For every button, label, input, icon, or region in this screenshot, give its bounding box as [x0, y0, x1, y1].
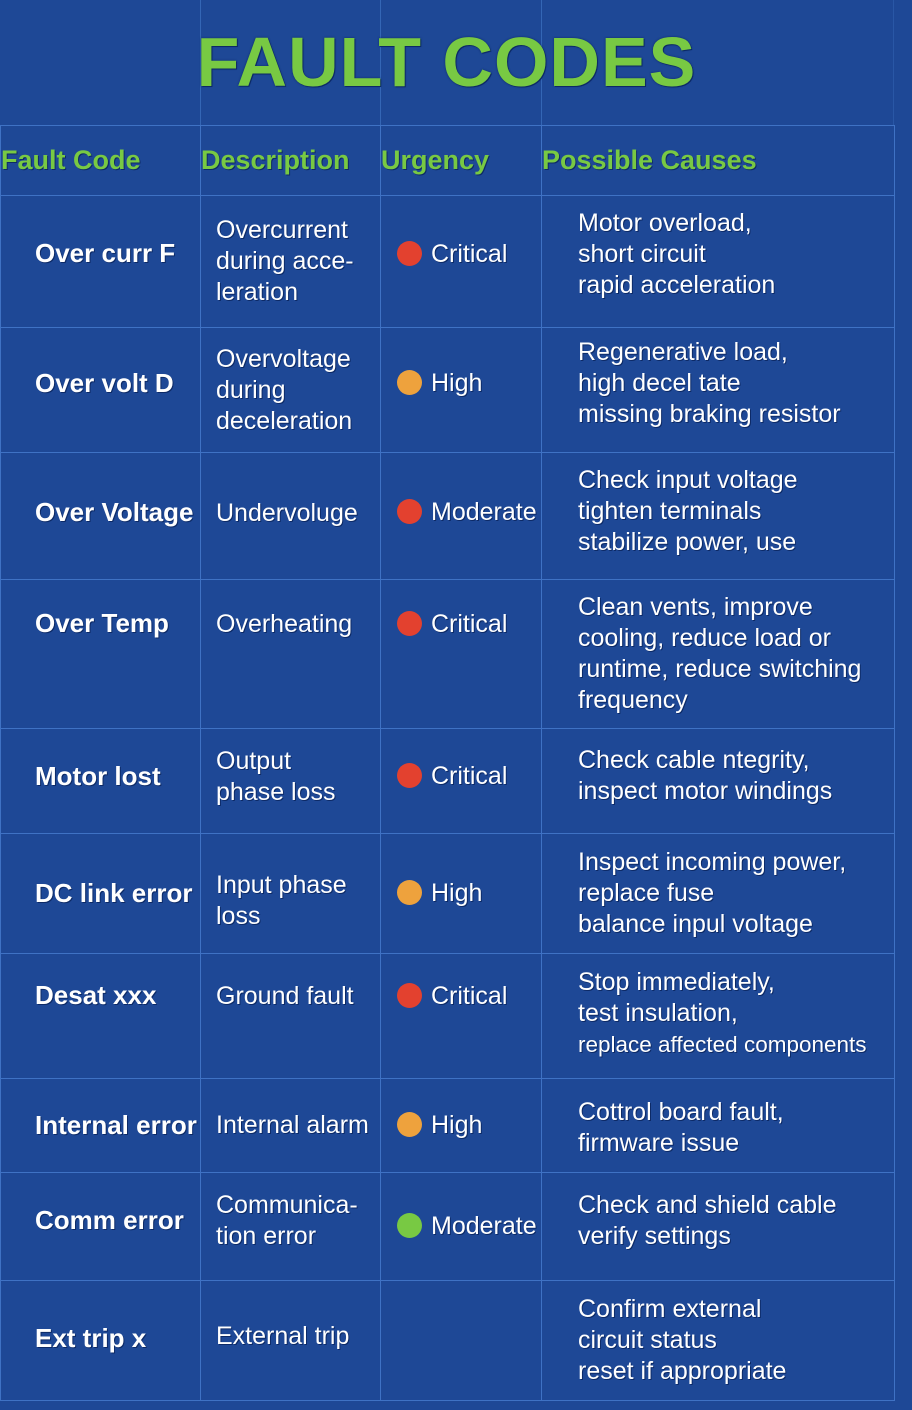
urgency-label: Moderate: [431, 1212, 537, 1240]
urgency-cell: [381, 328, 542, 453]
urgency-cell: [381, 453, 542, 580]
table-row: [1, 1079, 895, 1173]
red-dot-icon: [397, 763, 422, 788]
description-line: Overheating: [216, 610, 353, 638]
cause-line: Inspect incoming power,: [578, 848, 847, 876]
fault-code: Over Voltage: [1, 453, 201, 580]
cause-line: Stop immediately,: [578, 967, 775, 996]
table-row: [1, 729, 895, 834]
possible-causes: [542, 196, 895, 328]
fault-description: [201, 453, 381, 580]
urgency-cell: [381, 1173, 542, 1281]
description-line: leration: [216, 278, 298, 306]
description-line: during acce-: [216, 247, 354, 275]
description-line: Internal alarm: [216, 1111, 369, 1139]
description-line: tion error: [216, 1221, 317, 1250]
table-row: [1, 196, 895, 328]
cause-line: cooling, reduce load or: [578, 624, 831, 652]
table-row: [1, 580, 895, 729]
description-line: Overvoltage: [216, 344, 351, 373]
cause-line: verify settings: [578, 1221, 731, 1250]
cause-line: Clean vents, improve: [578, 593, 813, 621]
possible-causes: [542, 834, 895, 954]
cause-line: inspect motor windings: [578, 777, 833, 805]
fault-code: Comm error: [1, 1173, 201, 1281]
possible-causes: [542, 1173, 895, 1281]
urgency-label: Critical: [431, 240, 508, 268]
description-line: Input phase: [216, 870, 347, 899]
possible-causes: [542, 328, 895, 453]
page-title: FAULT CODES: [196, 23, 697, 101]
fault-code: Desat xxx: [1, 954, 201, 1079]
cause-line: Check cable ntegrity,: [578, 746, 810, 774]
orange-dot-icon: [397, 1112, 422, 1137]
cause-line: Confirm external: [578, 1295, 762, 1323]
fault-description: [201, 834, 381, 954]
urgency-cell: [381, 196, 542, 328]
table-row: [1, 1173, 895, 1281]
urgency-cell: [381, 1079, 542, 1173]
cause-line: missing braking resistor: [578, 399, 841, 428]
orange-dot-icon: [397, 370, 422, 395]
red-dot-icon: [397, 241, 422, 266]
description-line: Communica-: [216, 1190, 358, 1219]
fault-code: Over volt D: [1, 328, 201, 453]
fault-code: Over curr F: [1, 196, 201, 328]
red-dot-icon: [397, 611, 422, 636]
description-line: Ground fault: [216, 982, 354, 1010]
fault-code: Over Temp: [1, 580, 201, 729]
table-row: [1, 453, 895, 580]
table-row: [1, 834, 895, 954]
fault-description: [201, 580, 381, 729]
fault-description: [201, 1173, 381, 1281]
cause-line: replace affected components: [578, 1031, 867, 1057]
description-line: loss: [216, 901, 261, 930]
urgency-label: Critical: [431, 761, 508, 790]
green-dot-icon: [397, 1213, 422, 1238]
possible-causes: [542, 1281, 895, 1401]
cause-line: Regenerative load,: [578, 337, 788, 366]
cause-line: reset if appropriate: [578, 1357, 787, 1385]
column-header-possible-causes: Possible Causes: [542, 126, 895, 196]
cause-line: stabilize power, use: [578, 527, 797, 556]
fault-description: [201, 954, 381, 1079]
description-line: Undervoluge: [216, 498, 358, 527]
column-header-description: Description: [201, 126, 381, 196]
orange-dot-icon: [397, 880, 422, 905]
urgency-cell: [381, 580, 542, 729]
cause-line: firmware issue: [578, 1128, 740, 1157]
possible-causes: [542, 1079, 895, 1173]
possible-causes: [542, 453, 895, 580]
fault-code: Motor lost: [1, 729, 201, 834]
fault-description: [201, 328, 381, 453]
urgency-label: Moderate: [431, 497, 537, 526]
table-row: [1, 954, 895, 1079]
possible-causes: [542, 954, 895, 1079]
cause-line: tighten terminals: [578, 496, 762, 525]
cause-line: rapid acceleration: [578, 271, 776, 299]
cause-line: circuit status: [578, 1326, 717, 1354]
urgency-label: High: [431, 368, 483, 397]
red-dot-icon: [397, 983, 422, 1008]
cause-line: test insulation,: [578, 998, 738, 1027]
red-dot-icon: [397, 499, 422, 524]
fault-description: [201, 1079, 381, 1173]
urgency-label: Critical: [431, 982, 508, 1010]
cause-line: balance inpul voltage: [578, 910, 813, 938]
fault-code: Internal error: [1, 1079, 201, 1173]
description-line: Output: [216, 747, 292, 775]
cause-line: Check input voltage: [578, 465, 798, 494]
fault-code: DC link error: [1, 834, 201, 954]
fault-description: [201, 1281, 381, 1401]
background-grid-line: [893, 0, 894, 125]
table-row: [1, 1281, 895, 1401]
description-line: Overcurrent: [216, 216, 348, 244]
description-line: deceleration: [216, 406, 353, 435]
description-line: during: [216, 375, 286, 404]
cause-line: Motor overload,: [578, 209, 752, 237]
cause-line: high decel tate: [578, 368, 741, 397]
fault-codes-table: [0, 125, 895, 1401]
fault-code: Ext trip x: [1, 1281, 201, 1401]
urgency-cell: [381, 834, 542, 954]
cause-line: Cottrol board fault,: [578, 1097, 784, 1126]
fault-description: [201, 196, 381, 328]
urgency-cell: [381, 729, 542, 834]
urgency-cell: [381, 954, 542, 1079]
cause-line: short circuit: [578, 240, 706, 268]
table-header-row: [1, 126, 895, 196]
cause-line: runtime, reduce switching: [578, 655, 862, 683]
urgency-label: Critical: [431, 610, 508, 638]
possible-causes: [542, 729, 895, 834]
description-line: phase loss: [216, 778, 336, 806]
column-header-fault-code: Fault Code: [1, 126, 201, 196]
description-line: External trip: [216, 1322, 350, 1350]
column-header-urgency: Urgency: [381, 126, 542, 196]
urgency-label: High: [431, 1111, 483, 1139]
table-row: [1, 328, 895, 453]
urgency-cell: [381, 1281, 542, 1401]
possible-causes: [542, 580, 895, 729]
fault-description: [201, 729, 381, 834]
cause-line: frequency: [578, 686, 688, 714]
cause-line: replace fuse: [578, 879, 715, 907]
urgency-label: High: [431, 879, 483, 907]
cause-line: Check and shield cable: [578, 1190, 837, 1219]
